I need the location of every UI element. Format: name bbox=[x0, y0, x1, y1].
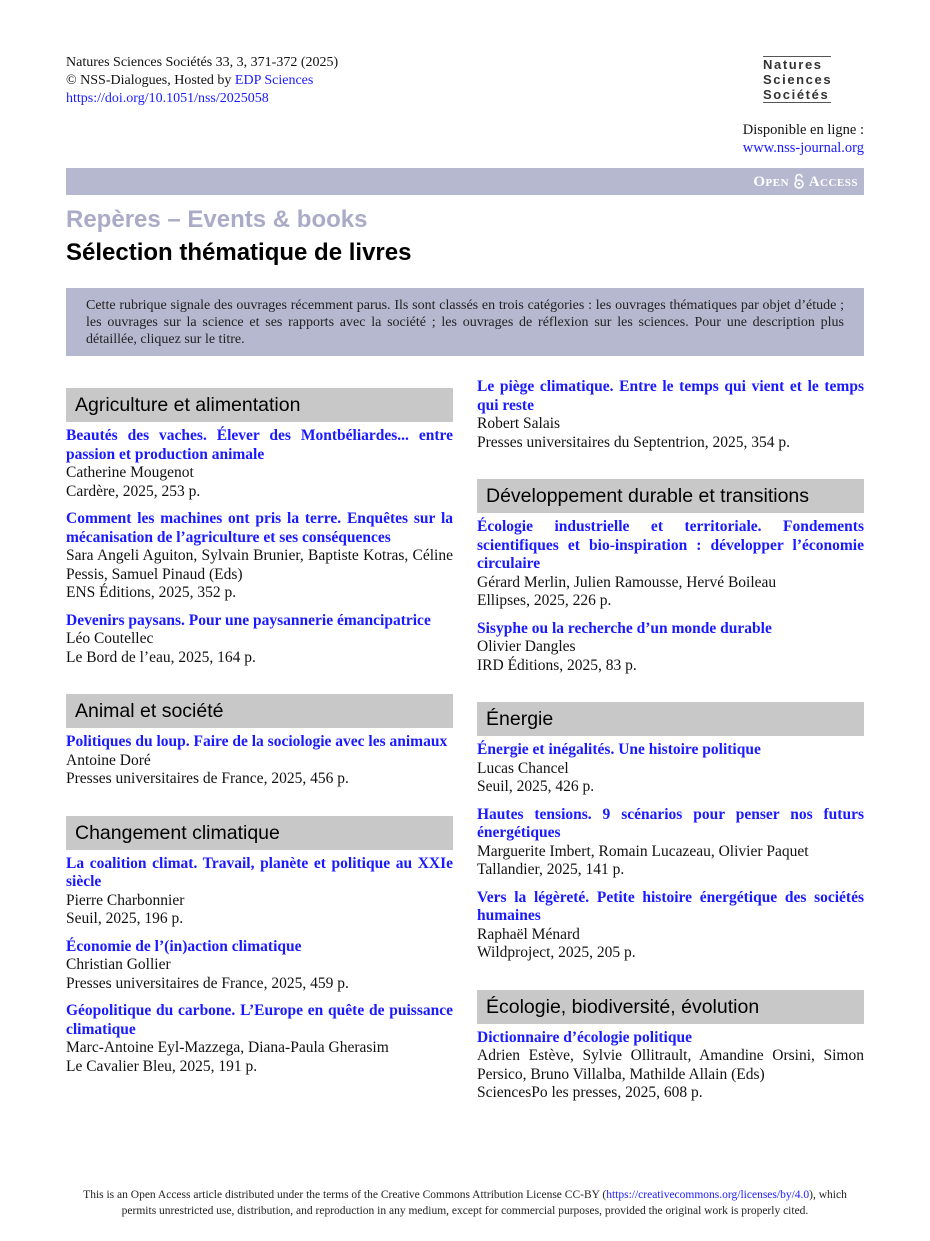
open-lock-icon bbox=[793, 173, 805, 189]
book-title-link[interactable]: Énergie et inégalités. Une histoire politique bbox=[477, 741, 761, 758]
book-entry bbox=[66, 855, 453, 929]
book-publication: Wildproject, 2025, 205 p. bbox=[477, 944, 636, 961]
spacer bbox=[66, 676, 453, 694]
book-publication: ENS Éditions, 2025, 352 p. bbox=[66, 584, 237, 601]
spacer bbox=[477, 972, 864, 990]
book-publication: Ellipses, 2025, 226 p. bbox=[477, 592, 612, 609]
category-heading: Agriculture et alimentation bbox=[66, 388, 453, 422]
logo-line-2: Sciences bbox=[763, 72, 833, 87]
book-authors: Marguerite Imbert, Romain Lucazeau, Olivier Paquet bbox=[477, 842, 809, 860]
page-title: Sélection thématique de livres bbox=[66, 239, 412, 266]
book-title-link[interactable]: Comment les machines ont pris la terre. Enquêtes sur la mécanisation de l’agriculture et ses conséquences bbox=[66, 510, 453, 546]
book-authors: Antoine Doré bbox=[66, 751, 151, 769]
category-heading: Développement durable et transitions bbox=[477, 479, 864, 513]
license-text-suffix: ), which permits unrestricted use, distribution, and reproduction in any medium, except for commercial purposes, provided the original work is properly cited. bbox=[121, 1189, 847, 1217]
book-entry bbox=[66, 733, 453, 789]
book-authors: Marc-Antoine Eyl-Mazzega, Diana-Paula Gherasim bbox=[66, 1039, 389, 1056]
citation: Natures Sciences Sociétés 33, 3, 371-372 (2025) bbox=[66, 55, 339, 70]
book-authors: Catherine Mougenot bbox=[66, 464, 194, 481]
book-title-link[interactable]: Sisyphe ou la recherche d’un monde durable bbox=[477, 619, 772, 637]
book-title-link[interactable]: Le piège climatique. Entre le temps qui vient et le temps qui reste bbox=[477, 378, 864, 414]
logo-line-1: Natures bbox=[763, 57, 823, 72]
book-publication: IRD Éditions, 2025, 83 p. bbox=[477, 656, 637, 674]
spacer bbox=[477, 461, 864, 479]
book-publication: Le Cavalier Bleu, 2025, 191 p. bbox=[66, 1057, 258, 1075]
book-title-link[interactable]: Dictionnaire d’écologie politique bbox=[477, 1028, 692, 1046]
book-publication: Le Bord de l’eau, 2025, 164 p. bbox=[66, 648, 256, 666]
book-publication: Presses universitaires de France, 2025, 456 p. bbox=[66, 770, 349, 787]
intro-box: Cette rubrique signale des ouvrages récemment parus. Ils sont classés en trois catégories : les ouvrages thématiques par objet d’étude ; les ouvrages sur la science et ses rapports avec la société ; les ouvrages de réflexion sur les sciences. Pour une description plus détaillée, cliquez sur le titre. bbox=[66, 288, 864, 356]
journal-website-link[interactable]: www.nss-journal.org bbox=[742, 140, 864, 156]
online-availability bbox=[743, 121, 864, 157]
online-label: Disponible en ligne : bbox=[742, 122, 864, 138]
book-title-link[interactable]: Économie de l’(in)action climatique bbox=[66, 937, 302, 955]
book-entry bbox=[66, 612, 453, 668]
book-entry bbox=[66, 938, 453, 994]
publisher-link[interactable]: EDP Sciences bbox=[234, 73, 314, 88]
license-link[interactable]: https://creativecommons.org/licenses/by/4.0 bbox=[606, 1189, 810, 1201]
logo-rule-bottom bbox=[763, 102, 831, 103]
spacer bbox=[66, 798, 453, 816]
book-entry bbox=[477, 1029, 864, 1103]
logo-line-3: Sociétés bbox=[763, 87, 830, 102]
section-kicker: Repères – Events & books bbox=[66, 206, 368, 233]
book-publication: Seuil, 2025, 426 p. bbox=[477, 778, 595, 795]
book-title-link[interactable]: Géopolitique du carbone. L’Europe en quête de puissance climatique bbox=[66, 1002, 453, 1038]
book-publication: Cardère, 2025, 253 p. bbox=[66, 482, 201, 500]
doi-link[interactable]: https://doi.org/10.1051/nss/2025058 bbox=[66, 91, 269, 106]
book-authors: Raphaël Ménard bbox=[477, 925, 580, 943]
license-footer bbox=[66, 1187, 864, 1219]
book-entry bbox=[66, 1002, 453, 1076]
book-entry bbox=[66, 510, 453, 603]
book-authors: Gérard Merlin, Julien Ramousse, Hervé Boileau bbox=[477, 573, 777, 591]
open-access-bar bbox=[66, 168, 864, 195]
journal-logo bbox=[763, 56, 833, 103]
book-title-link[interactable]: Hautes tensions. 9 scénarios pour penser nos futurs énergétiques bbox=[477, 805, 864, 841]
book-entry bbox=[477, 741, 864, 797]
book-entry bbox=[477, 620, 864, 676]
book-publication: Presses universitaires de France, 2025, 459 p. bbox=[66, 974, 349, 992]
book-entry bbox=[66, 427, 453, 501]
spacer bbox=[477, 684, 864, 702]
book-title-link[interactable]: La coalition climat. Travail, planète et politique au XXIe siècle bbox=[66, 854, 453, 890]
book-title-link[interactable]: Politiques du loup. Faire de la sociologie avec les animaux bbox=[66, 733, 448, 750]
book-title-link[interactable]: Écologie industrielle et territoriale. Fondements scientifiques et bio-inspiration : développer l’économie circulaire bbox=[477, 518, 864, 572]
left-column bbox=[66, 388, 453, 1085]
category-heading: Énergie bbox=[477, 702, 864, 736]
book-publication: Tallandier, 2025, 141 p. bbox=[477, 861, 625, 878]
copyright-line bbox=[66, 72, 338, 90]
book-authors: Robert Salais bbox=[477, 415, 561, 432]
license-text-prefix: This is an Open Access article distributed under the terms of the Creative Commons Attribution License CC-BY ( bbox=[83, 1189, 607, 1201]
book-authors: Olivier Dangles bbox=[477, 638, 576, 655]
book-authors: Sara Angeli Aguiton, Sylvain Brunier, Baptiste Kotras, Céline Pessis, Samuel Pinaud (Eds) bbox=[66, 547, 453, 583]
book-entry bbox=[477, 806, 864, 880]
book-entry bbox=[477, 889, 864, 963]
open-access-word-2: Access bbox=[808, 174, 858, 190]
open-access-word-1: Open bbox=[753, 174, 790, 190]
book-publication: Presses universitaires du Septentrion, 2025, 354 p. bbox=[477, 433, 790, 451]
book-title-link[interactable]: Devenirs paysans. Pour une paysannerie émancipatrice bbox=[66, 611, 431, 629]
category-heading: Écologie, biodiversité, évolution bbox=[477, 990, 864, 1024]
copyright-prefix: © NSS-Dialogues, Hosted by bbox=[66, 73, 235, 88]
book-publication: SciencesPo les presses, 2025, 608 p. bbox=[477, 1084, 703, 1101]
book-authors: Léo Coutellec bbox=[66, 630, 154, 647]
book-title-link[interactable]: Beautés des vaches. Élever des Montbéliardes... entre passion et production animale bbox=[66, 427, 453, 463]
book-authors: Pierre Charbonnier bbox=[66, 891, 185, 909]
journal-header bbox=[66, 54, 338, 108]
book-title-link[interactable]: Vers la légèreté. Petite histoire énergétique des sociétés humaines bbox=[477, 888, 864, 924]
book-authors: Adrien Estève, Sylvie Ollitrault, Amandine Orsini, Simon Persico, Bruno Villalba, Mathilde Allain (Eds) bbox=[477, 1047, 864, 1083]
book-entry bbox=[477, 378, 864, 452]
category-heading: Changement climatique bbox=[66, 816, 453, 850]
book-entry bbox=[477, 518, 864, 611]
right-column bbox=[477, 378, 864, 1112]
book-authors: Lucas Chancel bbox=[477, 759, 569, 777]
open-access-badge bbox=[753, 173, 858, 191]
book-publication: Seuil, 2025, 196 p. bbox=[66, 910, 184, 927]
book-authors: Christian Gollier bbox=[66, 956, 171, 973]
category-heading: Animal et société bbox=[66, 694, 453, 728]
